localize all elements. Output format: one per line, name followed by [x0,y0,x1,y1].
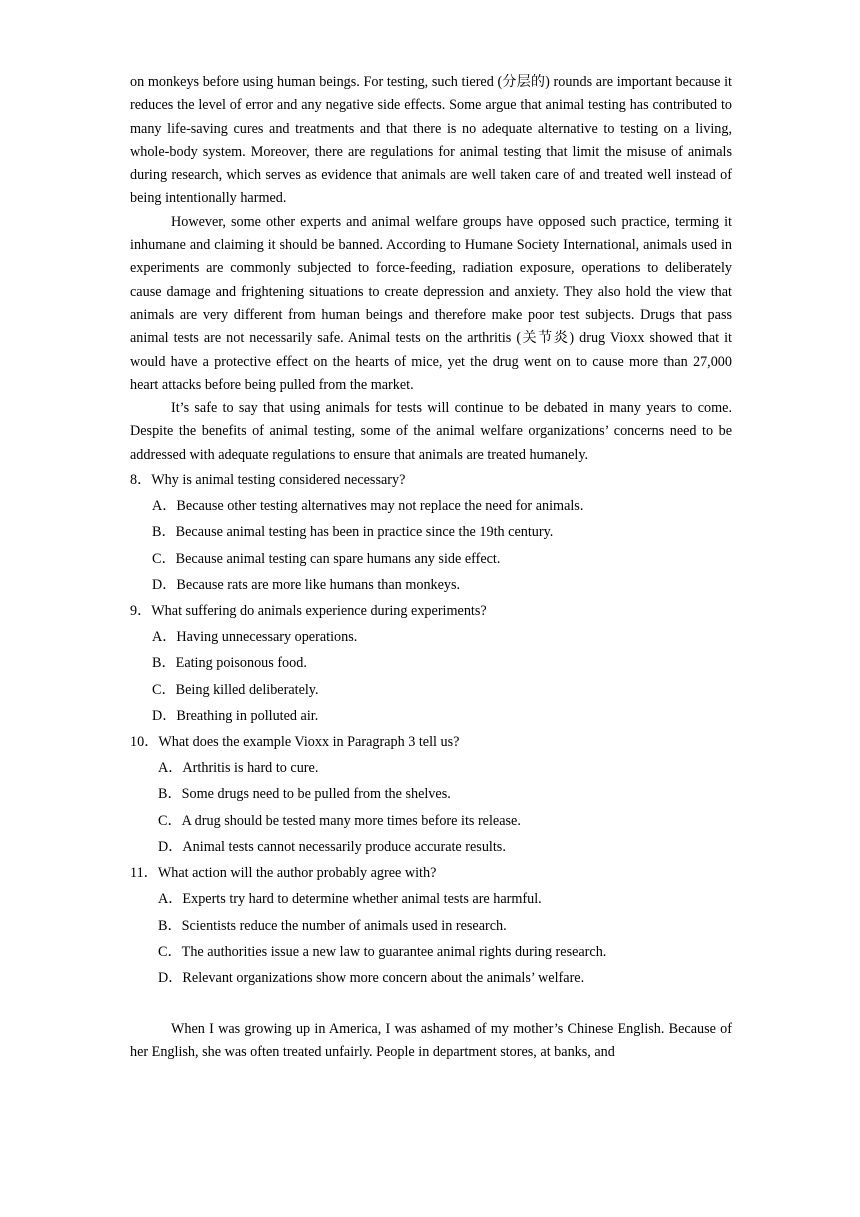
question-9 [130,598,732,729]
passage-a-paragraph-2: However, some other experts and animal welfare groups have opposed such practice, terming it inhumane and claiming it should be banned. According to Humane Society International, animals used in experiments are commonly subjected to force-feeding, radiation exposure, operations to deliberately cause damage and frightening situations to create depression and anxiety. They also hold the view that animals are very different from human beings and therefore make poor test subjects. Drugs that pass animal tests are not necessarily safe. Animal tests on the arthritis (关节炎) drug Vioxx showed that it would have a protective effect on the hearts of mice, yet the drug went on to cause more than 27,000 heart attacks before being pulled from the market. [130,213,732,393]
passage-a-paragraph-1: on monkeys before using human beings. For testing, such tiered (分层的) rounds are important because it reduces the level of error and any negative side effects. Some argue that animal testing has contributed to many life-saving cures and treatments and that there is no adequate alternative to testing on a living, whole-body system. Moreover, there are regulations for animal testing that limit the misuse of animals during research, which serves as evidence that animals are well taken care of and treated well instead of being intentionally harmed. [130,74,732,207]
option-a: A．Arthritis is hard to cure. [158,760,319,777]
question-stem: 8．Why is animal testing considered necessary? [130,472,406,489]
section-spacer [130,991,732,1018]
question-stem: 9．What suffering do animals experience during experiments? [130,603,487,620]
option-b: B．Some drugs need to be pulled from the shelves. [158,786,451,803]
option-d: D．Relevant organizations show more concern about the animals’ welfare. [158,969,585,986]
option-c: C．A drug should be tested many more times before its release. [158,812,521,829]
option-b: B．Eating poisonous food. [152,655,307,672]
question-10 [130,729,732,860]
question-11 [130,860,732,991]
passage-b-paragraph-1: When I was growing up in America, I was ashamed of my mother’s Chinese English. Because of her English, she was often treated unfairly. People in department stores, at banks, and [130,1021,732,1061]
option-a: A．Experts try hard to determine whether animal tests are harmful. [158,891,542,908]
option-a: A．Because other testing alternatives may not replace the need for animals. [152,498,584,515]
passage-a-paragraph-3: It’s safe to say that using animals for tests will continue to be debated in many years to come. Despite the benefits of animal testing, some of the animal welfare organizations’ concerns need to be addressed with adequate regulations to ensure that animals are treated humanely. [130,400,732,463]
option-b: B．Scientists reduce the number of animals used in research. [158,917,507,934]
option-d: D．Animal tests cannot necessarily produce accurate results. [158,838,506,855]
option-a: A．Having unnecessary operations. [152,629,358,646]
option-c: C．Being killed deliberately. [152,681,319,698]
option-c: C．Because animal testing can spare humans any side effect. [152,550,501,567]
option-c: C．The authorities issue a new law to guarantee animal rights during research. [158,943,607,960]
option-d: D．Because rats are more like humans than monkeys. [152,576,461,593]
question-stem: 11．What action will the author probably agree with? [130,865,437,882]
question-8 [130,467,732,598]
option-b: B．Because animal testing has been in practice since the 19th century. [152,524,554,541]
document-page [130,71,732,1065]
question-stem: 10．What does the example Vioxx in Paragraph 3 tell us? [130,734,460,751]
option-d: D．Breathing in polluted air. [152,707,319,724]
